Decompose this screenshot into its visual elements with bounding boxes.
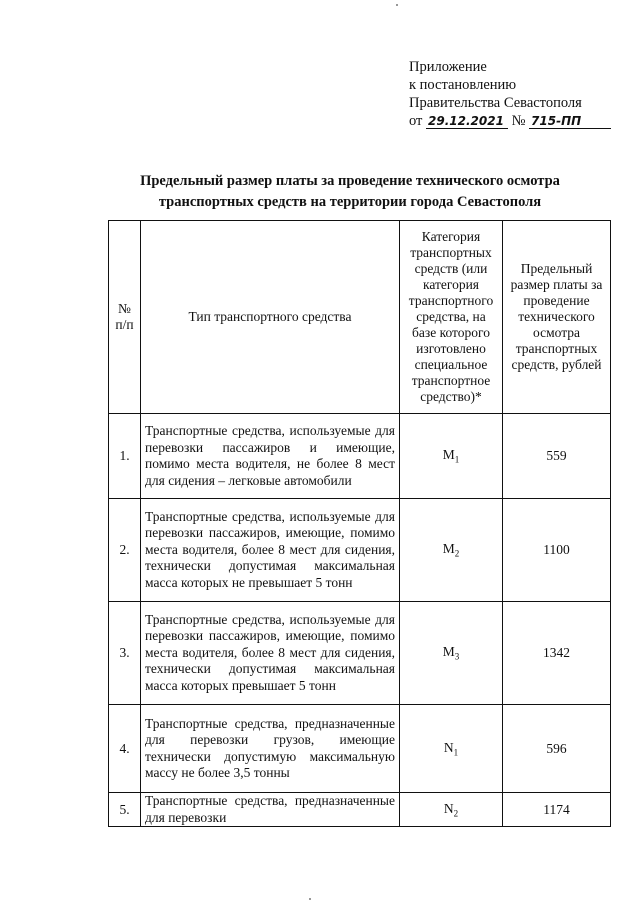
vehicle-type: Транспортные средства, предназначенные для перевозки грузов, имеющие технически допустимую максимальную массу не более 3,5 тонны xyxy=(141,705,400,793)
appendix-line3: Правительства Севастополя xyxy=(409,95,582,111)
date-prefix: от xyxy=(409,113,423,129)
number-label: № xyxy=(511,113,526,129)
handwritten-date: 29.12.2021 xyxy=(426,114,508,129)
header-no: № п/п xyxy=(109,221,141,414)
title-line2: транспортных средств на территории города Севастополя xyxy=(158,194,542,210)
header-fee: Предельный размер платы за проведение технического осмотра транспортных средств, рублей xyxy=(503,221,611,414)
vehicle-category: $M_2$ xyxy=(400,499,503,602)
scan-speck-bottom xyxy=(309,898,311,900)
appendix-block xyxy=(409,58,611,130)
row-number: 5. xyxy=(109,793,141,827)
vehicle-category: $M_3$ xyxy=(400,602,503,705)
row-number: 2. xyxy=(109,499,141,602)
document-title xyxy=(100,171,600,213)
table-row xyxy=(109,602,611,705)
title-line1: Предельный размер платы за проведение технического осмотра xyxy=(140,173,560,189)
row-number: 4. xyxy=(109,705,141,793)
vehicle-category: $M_1$ xyxy=(400,414,503,499)
vehicle-type: Транспортные средства, используемые для перевозки пассажиров и имеющие, помимо места водителя, не более 8 мест для сидения – легковые автомобили xyxy=(141,414,400,499)
vehicle-category: $N_2$ xyxy=(400,793,503,827)
fee-value: 1174 xyxy=(503,793,611,827)
header-category: Категория транспортных средств (или категория транспортного средства, на базе которого изготовлено специальное транспортное средство)* xyxy=(400,221,503,414)
appendix-line1: Приложение xyxy=(409,59,487,75)
table-row xyxy=(109,793,611,827)
vehicle-type: Транспортные средства, используемые для перевозки пассажиров, имеющие, помимо места водителя, более 8 мест для сидения, технически допустимая максимальная масса которых превышает 5 тонн xyxy=(141,602,400,705)
vehicle-category: $N_1$ xyxy=(400,705,503,793)
handwritten-number: 715-ПП xyxy=(529,114,611,129)
header-type: Тип транспортного средства xyxy=(141,221,400,414)
fee-value: 559 xyxy=(503,414,611,499)
table-row xyxy=(109,414,611,499)
fee-value: 596 xyxy=(503,705,611,793)
vehicle-type: Транспортные средства, предназначенные для перевозки xyxy=(141,793,400,827)
scan-speck-top xyxy=(396,4,398,6)
fee-value: 1342 xyxy=(503,602,611,705)
fee-table xyxy=(108,220,611,827)
row-number: 1. xyxy=(109,414,141,499)
appendix-line2: к постановлению xyxy=(409,77,517,93)
vehicle-type: Транспортные средства, используемые для перевозки пассажиров, имеющие, помимо места водителя, более 8 мест для сидения, технически допустимая максимальная масса которых не превышает 5 тонн xyxy=(141,499,400,602)
fee-value: 1100 xyxy=(503,499,611,602)
table-row xyxy=(109,705,611,793)
row-number: 3. xyxy=(109,602,141,705)
appendix-date-line xyxy=(409,112,611,130)
table-row xyxy=(109,499,611,602)
table-header-row xyxy=(109,221,611,414)
